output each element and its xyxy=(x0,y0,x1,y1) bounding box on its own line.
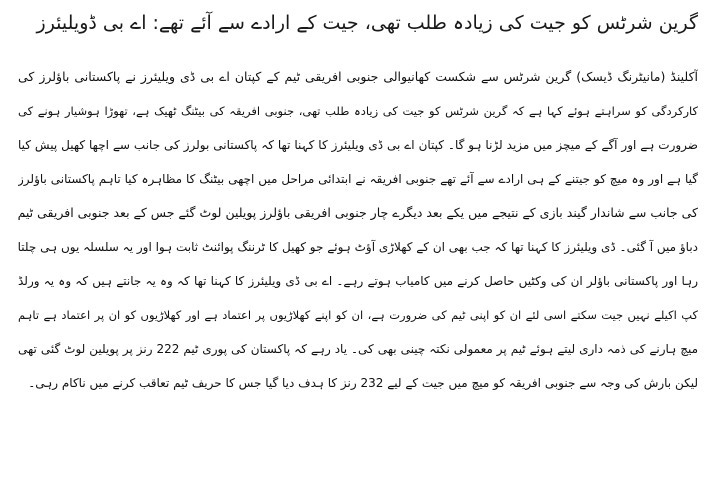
article-line: ضرورت ہے اور آگے کے میچز میں مزید لڑنا ہو گا۔ کپتان اے بی ڈی ویلیئرز کا کہنا تھا کہ پاکستانی بولرز کی جانب سے اچھا کھیل پیش کیا xyxy=(18,138,698,152)
article-line: آکلینڈ (مانیٹرنگ ڈیسک) گرین شرٹس سے شکست کھانیوالی جنوبی افریقی ٹیم کے کپتان اے بی ڈی ویلیئرز نے پاکستانی باؤلرز کی xyxy=(18,69,698,84)
article-line: کارکردگی کو سراہتے ہوئے کہا ہے کہ گرین شرٹس کو جیت کی زیادہ طلب تھی، جنوبی افریقہ کی بیٹنگ ٹھیک ہے، تھوڑا ہوشیار ہونے کی xyxy=(18,104,698,118)
article-line: میچ ہارنے کی ذمہ داری لیتے ہوئے ٹیم پر معمولی نکتہ چینی بھی کی۔ یاد رہے کہ پاکستان کی پوری ٹیم 222 رنز پر پویلین لوٹ گئی تھی xyxy=(18,342,698,356)
article-line: کپ اکیلے نہیں جیت سکتے اسی لئے ان کو اپنی ٹیم کی ضرورت ہے، ان کو اپنے کھلاڑیوں پر اعتماد ہے اور کھلاڑیوں کو ان پر اعتماد ہے تاہم xyxy=(18,308,698,322)
article-line: کی جانب سے شاندار گیند بازی کے نتیجے میں یکے بعد دیگرے چار جنوبی افریقی باؤلرز پویلین لوٹ گئے جس کے بعد جنوبی افریقی ٹیم xyxy=(18,205,698,220)
article-line: دباؤ میں آ گئی۔ ڈی ویلیئرز کا کہنا تھا کہ جب بھی ان کے کھلاڑی آؤٹ ہوئے جو کھیل کا ٹرننگ پوائنٹ ثابت ہوا اور یہ سلسلہ یوں ہی چلتا xyxy=(18,240,698,254)
article-line: رہا اور پاکستانی باؤلر ان کی وکٹیں حاصل کرنے میں کامیاب ہوتے رہے۔ اے بی ڈی ویلیئرز کا کہنا تھا کہ وہ یہ جانتے ہیں کہ وہ یہ ورلڈ xyxy=(18,274,698,288)
article-headline: گرین شرٹس کو جیت کی زیادہ طلب تھی، جیت کے ارادے سے آئے تھے: اے بی ڈویلیئرز xyxy=(36,12,698,34)
article-body xyxy=(18,60,698,400)
article-line: گیا ہے اور وہ میچ کو جیتنے کے ہی ارادے سے آئے تھے جنوبی افریقہ نے ابتدائی مراحل میں اچھی بیٹنگ کا مظاہرہ کیا تاہم پاکستانی باؤلرز xyxy=(18,172,698,186)
article-line-last: لیکن بارش کی وجہ سے جنوبی افریقہ کو میچ میں جیت کے لیے 232 رنز کا ہدف دیا گیا جس کا حریف ٹیم تعاقب کرنے میں ناکام رہی۔ xyxy=(28,376,698,390)
